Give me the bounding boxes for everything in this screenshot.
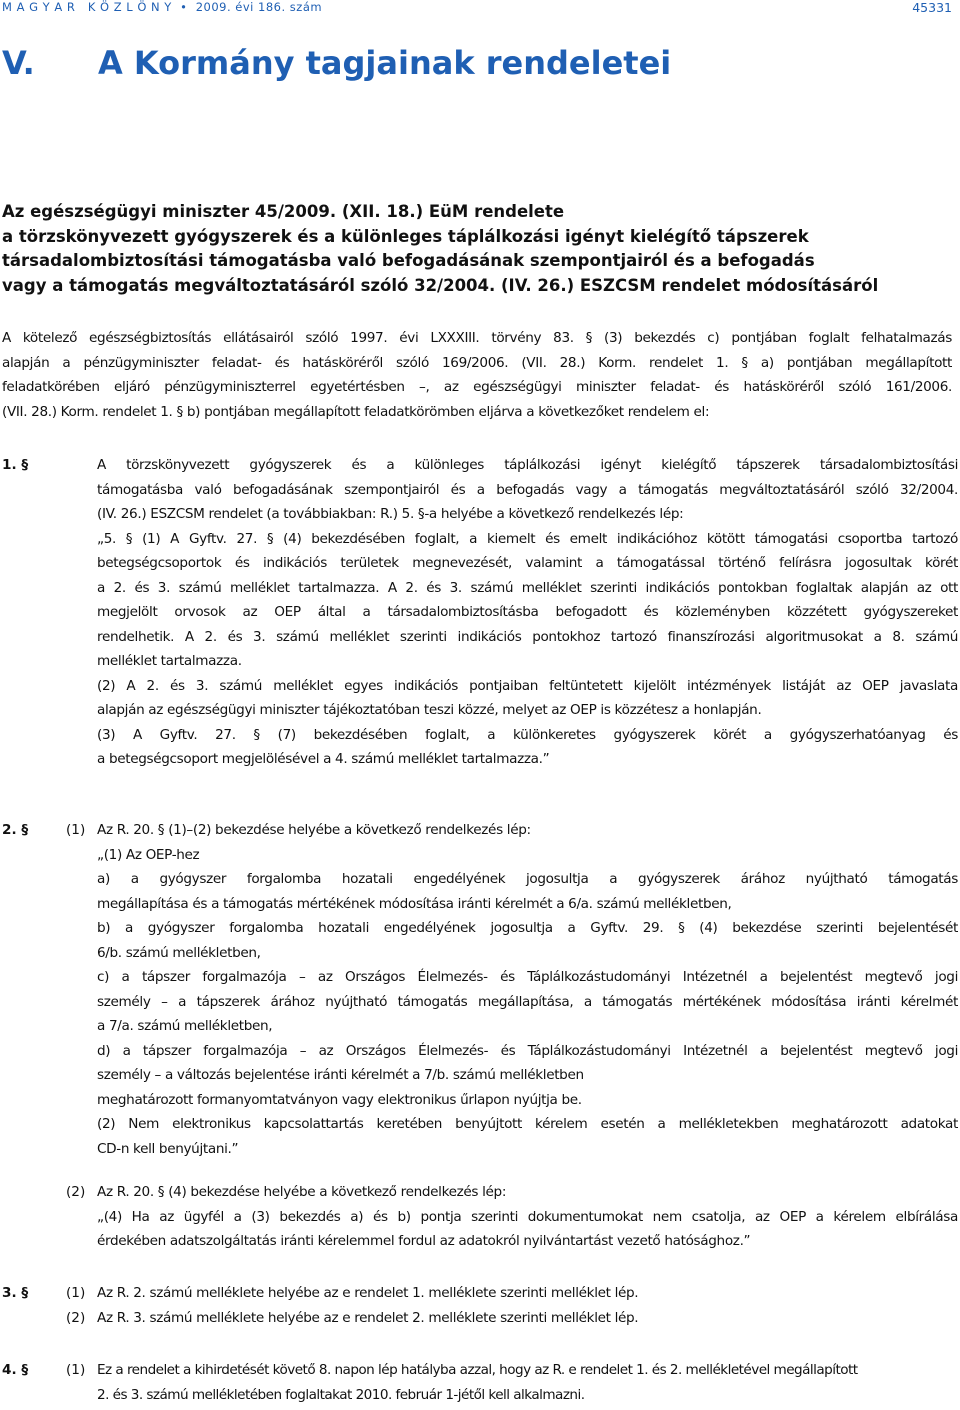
section-line: Az R. 20. § (1)–(2) bekezdése helyébe a következő rendelkezés lép: — [97, 822, 531, 838]
section-line: b) a gyógyszer forgalomba hozatali engedélyének jogosultja a Gyftv. 29. § (4) bekezdése szerinti bejelentését — [97, 920, 958, 936]
section-line: személy – a változás bejelentése iránti kérelmét a 7/b. számú mellékletben — [97, 1067, 584, 1083]
section-line: CD-n kell benyújtani.” — [97, 1140, 239, 1157]
section-line: a betegségcsoport megjelölésével a 4. számú melléklet tartalmazza.” — [97, 751, 550, 767]
running-header — [2, 0, 952, 16]
section-line: a 2. és 3. számú melléklet tartalmazza. A 2. és 3. számú melléklet szerinti indikációs pontokban foglaltak alapján az ott — [97, 579, 958, 596]
chapter-title: A Kormány tagjainak rendeletei — [98, 44, 672, 82]
section-line: meghatározott formanyomtatványon vagy elektronikus űrlapon nyújtja be. — [97, 1091, 582, 1108]
section-line: Ez a rendelet a kihirdetését követő 8. napon lép hatályba azzal, hogy az R. e rendelet 1. és 2. mellékletével megállapított — [97, 1362, 858, 1378]
section-4-mark: 4. § — [2, 1362, 29, 1378]
section-line: (2) Nem elektronikus kapcsolattartás keretében benyújtott kérelem esetén a mellékletekben meghatározott adatokat — [97, 1116, 958, 1132]
page-number: 45331 — [912, 0, 952, 15]
chapter-heading — [2, 44, 671, 82]
journal-name: M A G Y A R K Ö Z L Ö N Y • 2009. évi 186. szám — [2, 0, 323, 14]
section-line: A törzskönyvezett gyógyszerek és a különleges táplálkozási igényt kielégítő tápszerek társadalombiztosítási — [97, 457, 958, 473]
section-line: (IV. 26.) ESZCSM rendelet (a továbbiakban: R.) 5. §-a helyébe a következő rendelkezés lép: — [97, 506, 684, 522]
decree-title — [2, 200, 952, 298]
section-line: (3) A Gyftv. 27. § (7) bekezdésében foglalt, a különkeretes gyógyszerek körét a gyógyszerhatóanyag és — [97, 726, 958, 743]
section-2-para-1-body — [97, 818, 958, 1161]
section-line: 2. és 3. számú mellékletében foglaltakat 2010. február 1-jétől kell alkalmazni. — [97, 1386, 585, 1403]
section-2-para-1-label: (1) — [66, 822, 86, 838]
section-3-para-1-label: (1) — [66, 1285, 86, 1301]
section-line: „(4) Ha az ügyfél a (3) bekezdés a) és b) pontja szerinti dokumentumokat nem csatolja, az OEP a kérelem elbírálása — [97, 1208, 958, 1225]
section-4-para-1-body — [97, 1358, 958, 1407]
chapter-number: V. — [2, 44, 35, 82]
section-line: c) a tápszer forgalmazója – az Országos Élelmezés- és Táplálkozástudományi Intézetnél a bejelentést megtevő jogi — [97, 969, 958, 985]
section-3-para-2-text: Az R. 3. számú melléklete helyébe az e rendelet 2. melléklete szerinti melléklet lép. — [97, 1310, 639, 1326]
section-line: érdekében adatszolgáltatás iránti kérelemmel fordul az adatokról nyilvántartást vezető hatósághoz.” — [97, 1233, 751, 1249]
section-line: támogatásba való befogadásának szempontjairól és a befogadás vagy a támogatás megváltoztatásáról szóló 32/2004. — [97, 481, 958, 498]
section-2-para-2-label: (2) — [66, 1184, 86, 1200]
section-line: megállapítása és a támogatás mértékének módosítása iránti kérelmét a 6/a. számú mellékletben, — [97, 895, 732, 912]
section-4-para-1-label: (1) — [66, 1362, 86, 1378]
preamble-line: alapján a pénzügyminiszter feladat- és hatásköréről szóló 169/2006. (VII. 28.) Korm. rendelet 1. § a) pontjában megállapított — [2, 354, 952, 371]
section-line: a) a gyógyszer forgalomba hozatali engedélyének jogosultja a gyógyszerek árához nyújtható támogatás — [97, 871, 958, 887]
section-1-body — [97, 453, 958, 772]
decree-title-line: a törzskönyvezett gyógyszerek és a különleges táplálkozási igényt kielégítő tápszerek — [2, 226, 809, 246]
section-line: (2) A 2. és 3. számú melléklet egyes indikációs pontjaiban feltüntetett kijelölt intézmények listáját az OEP javaslata — [97, 677, 958, 694]
section-line: betegségcsoportok és indikációs területek megnevezését, valamint a támogatással történő felírásra jogosultak körét — [97, 555, 958, 571]
section-line: személy – a tápszerek árához nyújtható támogatás megállapítása, a támogatás mértékének módosítása iránti kérelmét — [97, 993, 958, 1010]
preamble-line: A kötelező egészségbiztosítás ellátásairól szóló 1997. évi LXXXIII. törvény 83. § (3) bekezdés c) pontjában foglalt felhatalmazás — [2, 330, 952, 346]
section-3-para-1-text: Az R. 2. számú melléklete helyébe az e rendelet 1. melléklete szerinti melléklet lép. — [97, 1285, 639, 1301]
section-3-mark: 3. § — [2, 1285, 29, 1301]
section-line: Az R. 20. § (4) bekezdése helyébe a következő rendelkezés lép: — [97, 1184, 507, 1200]
section-line: megjelölt orvosok az OEP által a társadalombiztosításba befogadott és közleményben közzétett gyógyszereket — [97, 604, 958, 620]
section-line: melléklet tartalmazza. — [97, 653, 242, 669]
preamble-line: feladatkörében eljáró pénzügyminiszterrel egyetértésben –, az egészségügyi miniszter feladat- és hatásköréről szóló 161/2006. — [2, 379, 952, 395]
section-3-para-2-label: (2) — [66, 1310, 86, 1326]
section-line: „5. § (1) A Gyftv. 27. § (4) bekezdésében foglalt, a kiemelt és emelt indikációhoz kötött támogatási csoportba tartozó — [97, 530, 958, 547]
section-line: a 7/a. számú mellékletben, — [97, 1018, 273, 1034]
decree-title-line: Az egészségügyi miniszter 45/2009. (XII. 18.) EüM rendelete — [2, 202, 565, 221]
decree-title-line: vagy a támogatás megváltoztatásáról szóló 32/2004. (IV. 26.) ESZCSM rendelet módosításáról — [2, 275, 879, 295]
decree-title-line: társadalombiztosítási támogatásba való befogadásának szempontjairól és a befogadás — [2, 251, 815, 270]
section-2-para-2-body — [97, 1180, 958, 1254]
preamble-line: (VII. 28.) Korm. rendelet 1. § b) pontjában megállapított feladatkörömben eljárva a következőket rendelem el: — [2, 403, 710, 420]
section-line: rendelhetik. A 2. és 3. számú melléklet szerinti indikációs pontokhoz tartozó finanszírozási algoritmusokat a 8. számú — [97, 628, 958, 645]
section-1-mark: 1. § — [2, 457, 29, 473]
section-line: 6/b. számú mellékletben, — [97, 944, 261, 961]
preamble — [2, 326, 952, 424]
section-2-mark: 2. § — [2, 822, 29, 838]
section-line: d) a tápszer forgalmazója – az Országos Élelmezés- és Táplálkozástudományi Intézetnél a bejelentést megtevő jogi — [97, 1042, 958, 1059]
section-line: „(1) Az OEP-hez — [97, 846, 200, 863]
section-line: alapján az egészségügyi miniszter tájékoztatóban teszi közzé, melyet az OEP is közzétesz a honlapján. — [97, 702, 762, 718]
